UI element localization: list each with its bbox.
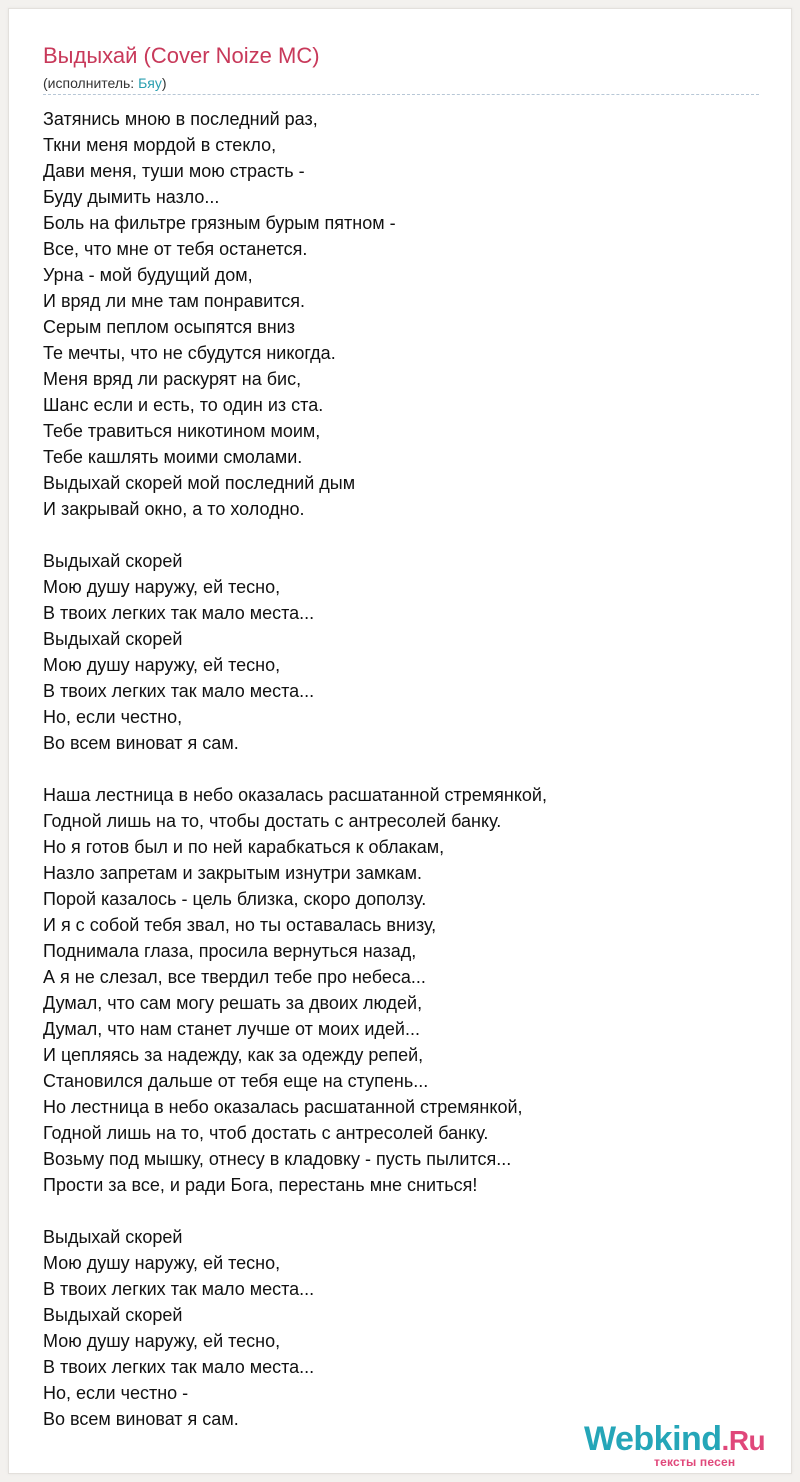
lyrics-line: Думал, что сам могу решать за двоих людей, (43, 993, 423, 1013)
artist-line (43, 75, 167, 91)
lyrics-line: Тебе травиться никотином моим, (43, 421, 321, 441)
lyrics-stanza (43, 106, 763, 522)
lyrics-line: А я не слезал, все твердил тебе про небеса... (43, 967, 426, 987)
lyrics-line: Думал, что нам станет лучше от моих идей... (43, 1019, 420, 1039)
lyrics-line: Выдыхай скорей мой последний дым (43, 473, 356, 493)
lyrics-line: Все, что мне от тебя останется. (43, 239, 308, 259)
lyrics-line: Назло запретам и закрытым изнутри замкам. (43, 863, 422, 883)
lyrics-line: Во всем виноват я сам. (43, 733, 239, 753)
lyrics-line: Меня вряд ли раскурят на бис, (43, 369, 302, 389)
lyrics-line: Возьму под мышку, отнесу в кладовку - пусть пылится... (43, 1149, 512, 1169)
lyrics-line: Ткни меня мордой в стекло, (43, 135, 277, 155)
artist-suffix: ) (161, 75, 167, 91)
lyrics-line: Выдыхай скорей (43, 551, 183, 571)
lyrics-stanza (43, 548, 763, 756)
lyrics-line: Годной лишь на то, чтоб достать с антресолей банку. (43, 1123, 489, 1143)
logo-main-text: Webkind (584, 1420, 722, 1458)
lyrics-line: И я с собой тебя звал, но ты оставалась внизу, (43, 915, 437, 935)
title-divider (43, 94, 759, 95)
lyrics-line: Но я готов был и по ней карабкаться к облакам, (43, 837, 445, 857)
lyrics-line: Выдыхай скорей (43, 1227, 183, 1247)
lyrics-line: Но, если честно, (43, 707, 183, 727)
song-title: Выдыхай (Cover Noize MC) (43, 43, 320, 68)
lyrics-line: В твоих легких так мало места... (43, 603, 315, 623)
lyrics-line: Боль на фильтре грязным бурым пятном - (43, 213, 396, 233)
lyrics-line: Годной лишь на то, чтобы достать с антресолей банку. (43, 811, 502, 831)
lyrics-line: Шанс если и есть, то один из ста. (43, 395, 324, 415)
lyrics-text (43, 106, 763, 1432)
lyrics-line: И закрывай окно, а то холодно. (43, 499, 305, 519)
lyrics-line: Серым пеплом осыпятся вниз (43, 317, 295, 337)
lyrics-line: Выдыхай скорей (43, 1305, 183, 1325)
lyrics-line: И цепляясь за надежду, как за одежду репей, (43, 1045, 424, 1065)
lyrics-line: Мою душу наружу, ей тесно, (43, 1253, 281, 1273)
lyrics-stanza (43, 1224, 763, 1432)
logo-subtitle: тексты песен (654, 1455, 736, 1469)
lyrics-line: Затянись мною в последний раз, (43, 109, 318, 129)
artist-prefix: (исполнитель: (43, 75, 139, 91)
lyrics-line: Становился дальше от тебя еще на ступень... (43, 1071, 429, 1091)
lyrics-line: В твоих легких так мало места... (43, 1357, 315, 1377)
lyrics-stanza (43, 782, 763, 1198)
lyrics-line: Урна - мой будущий дом, (43, 265, 253, 285)
lyrics-line: Мою душу наружу, ей тесно, (43, 655, 281, 675)
site-logo[interactable] (584, 1419, 784, 1475)
lyrics-line: Те мечты, что не сбудутся никогда. (43, 343, 336, 363)
lyrics-line: Прости за все, и ради Бога, перестань мне сниться! (43, 1175, 478, 1195)
lyrics-line: Поднимала глаза, просила вернуться назад, (43, 941, 417, 961)
lyrics-line: В твоих легких так мало места... (43, 1279, 315, 1299)
lyrics-line: Наша лестница в небо оказалась расшатанной стремянкой, (43, 785, 547, 805)
lyrics-line: Выдыхай скорей (43, 629, 183, 649)
lyrics-line: Буду дымить назло... (43, 187, 220, 207)
lyrics-line: Но лестница в небо оказалась расшатанной стремянкой, (43, 1097, 523, 1117)
lyrics-line: Дави меня, туши мою страсть - (43, 161, 305, 181)
lyrics-line: Тебе кашлять моими смолами. (43, 447, 303, 467)
lyrics-line: Мою душу наружу, ей тесно, (43, 577, 281, 597)
lyrics-line: Порой казалось - цель близка, скоро доползу. (43, 889, 427, 909)
lyrics-line: Мою душу наружу, ей тесно, (43, 1331, 281, 1351)
lyrics-line: В твоих легких так мало места... (43, 681, 315, 701)
artist-link[interactable]: Бяу (138, 75, 162, 91)
lyrics-card (8, 8, 792, 1474)
lyrics-line: И вряд ли мне там понравится. (43, 291, 306, 311)
logo-tld: .Ru (721, 1425, 766, 1456)
lyrics-line: Но, если честно - (43, 1383, 189, 1403)
lyrics-line: Во всем виноват я сам. (43, 1409, 239, 1429)
